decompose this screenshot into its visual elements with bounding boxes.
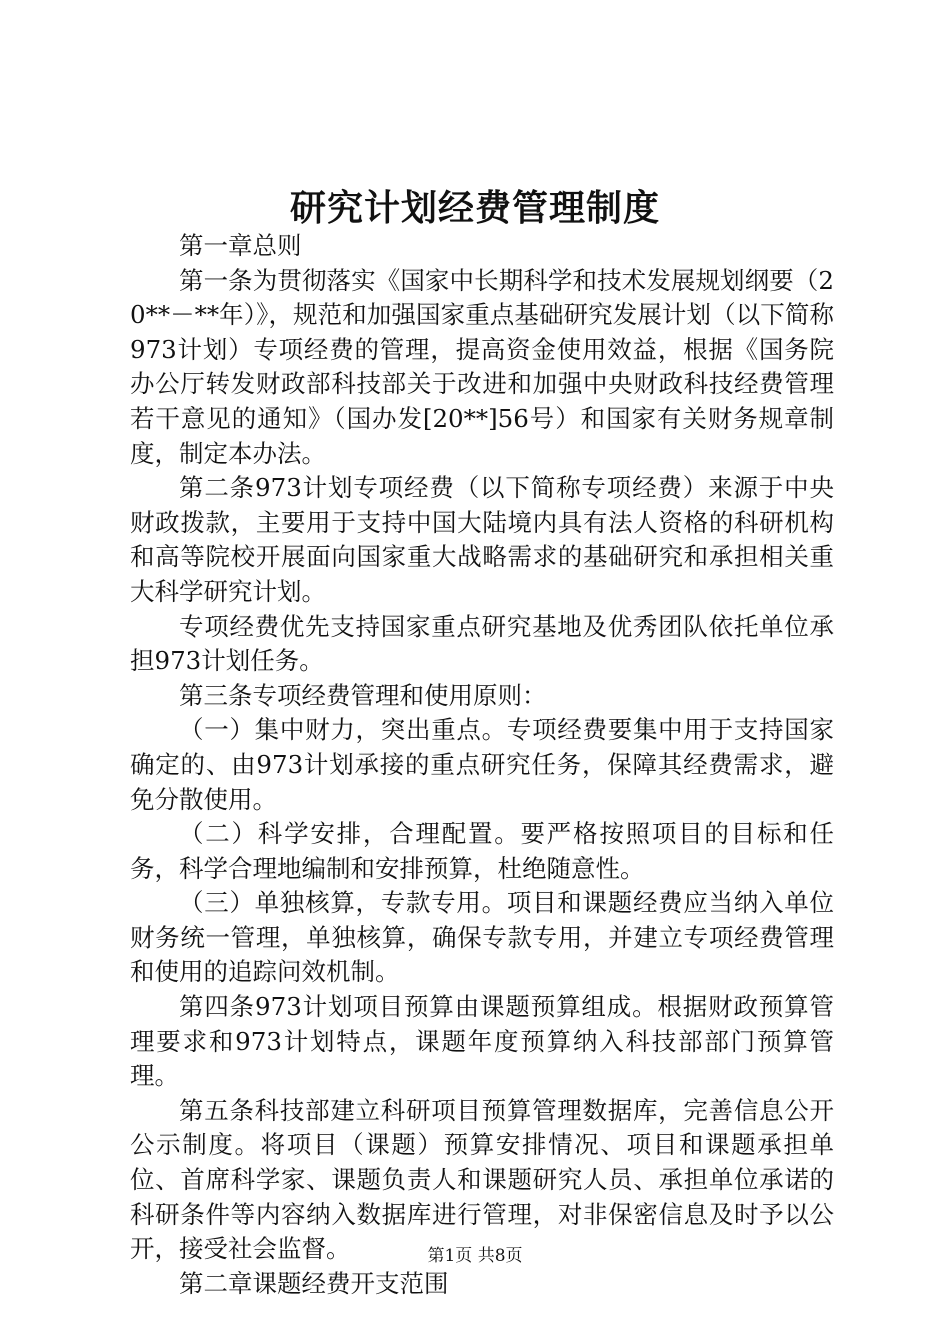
chapter-heading: 第一章总则: [179, 231, 302, 260]
page-footer: 第1页 共8页: [427, 1246, 523, 1266]
document-title: 研究计划经费管理制度: [289, 187, 660, 229]
list-item: （一）集中财力，突出重点。专项经费要集中用于支持国家确定的、由973计划承接的重点研究任务，保障其经费需求，避免分散使用。: [130, 715, 834, 814]
article-paragraph: 第二条973计划专项经费（以下简称专项经费）来源于中央财政拨款，主要用于支持中国大陆境内具有法人资格的科研机构和高等院校开展面向国家重大战略需求的基础研究和承担相关重大科学研究计划。: [130, 473, 834, 606]
list-item: （二）科学安排，合理配置。要严格按照项目的目标和任务，科学合理地编制和安排预算，杜绝随意性。: [130, 819, 834, 883]
article-paragraph: 第三条专项经费管理和使用原则：: [179, 680, 547, 710]
article-paragraph: 第一条为贯彻落实《国家中长期科学和技术发展规划纲要（20**－**年）》，规范和加强国家重点基础研究发展计划（以下简称973计划）专项经费的管理，提高资金使用效益，根据《国务院办公厅转发财政部科技部关于改进和加强中央财政科技经费管理若干意见的通知》（国办发[20**]56号）和国家有关财务规章制度，制定本办法。: [130, 265, 834, 468]
document-body: [130, 229, 834, 1301]
article-paragraph: 第四条973计划项目预算由课题预算组成。根据财政预算管理要求和973计划特点，课题年度预算纳入科技部部门预算管理。: [130, 992, 834, 1091]
body-paragraph: 专项经费优先支持国家重点研究基地及优秀团队依托单位承担973计划任务。: [130, 611, 834, 676]
article-paragraph: 第五条科技部建立科研项目预算管理数据库，完善信息公开公示制度。将项目（课题）预算安排情况、项目和课题承担单位、首席科学家、课题负责人和课题研究人员、承担单位承诺的科研条件等内容纳入数据库进行管理，对非保密信息及时予以公开，接受社会监督。: [130, 1095, 834, 1264]
list-item: （三）单独核算，专款专用。项目和课题经费应当纳入单位财务统一管理，单独核算，确保专款专用，并建立专项经费管理和使用的追踪问效机制。: [130, 888, 834, 987]
chapter-heading: 第二章课题经费开支范围: [179, 1268, 449, 1298]
